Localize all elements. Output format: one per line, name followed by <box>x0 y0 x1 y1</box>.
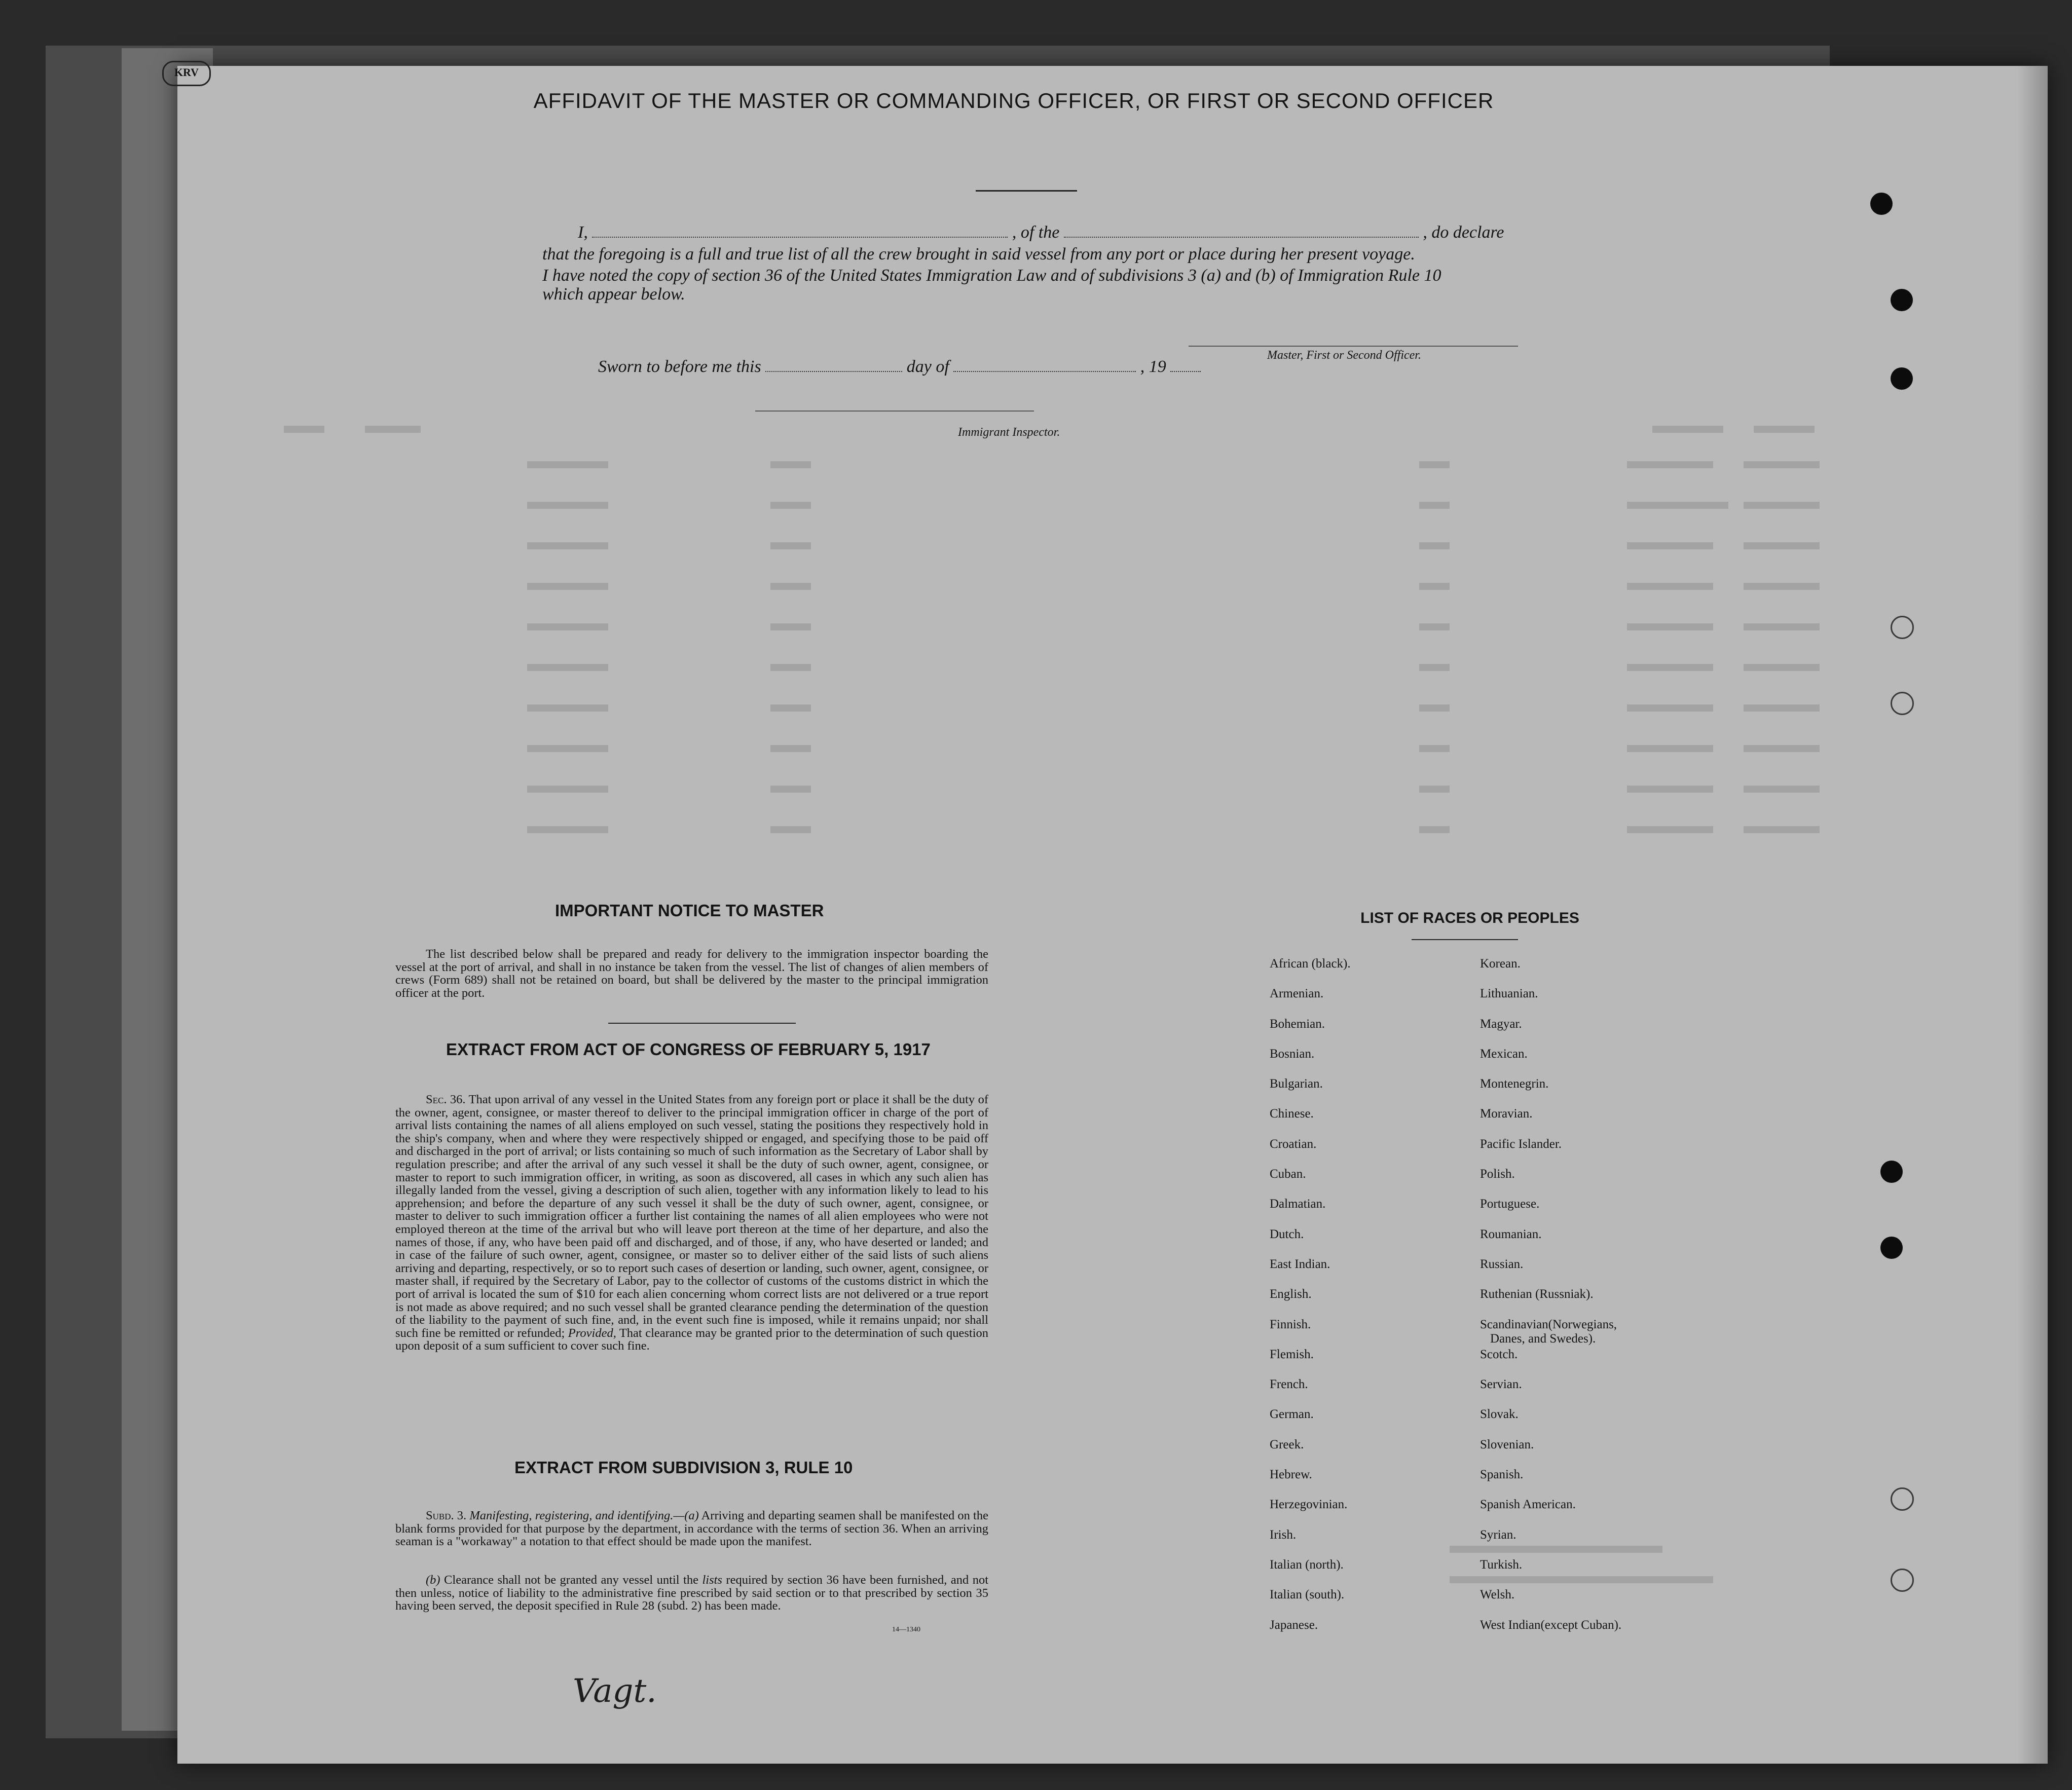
punch-hole <box>1891 289 1913 311</box>
affidavit-line-3: I have noted the copy of section 36 of the United States Immigration Law and of subdivisions 3 (a) and (b) of Immigration Rule 10 <box>542 266 1441 285</box>
race-item: Bosnian. <box>1270 1047 1315 1061</box>
lists-word: lists <box>702 1573 722 1587</box>
race-item: Scotch. <box>1480 1347 1518 1361</box>
race-item: Portuguese. <box>1480 1197 1540 1211</box>
race-item: Armenian. <box>1270 987 1324 1001</box>
race-item: Welsh. <box>1480 1588 1515 1602</box>
races-right-column <box>1480 957 1621 1648</box>
punch-hole <box>1891 1569 1914 1592</box>
punch-hole <box>1891 1487 1914 1511</box>
form-number: 14—1340 <box>892 1626 920 1633</box>
race-item: Russian. <box>1480 1257 1524 1271</box>
race-item: Bulgarian. <box>1270 1077 1323 1091</box>
affidavit-line-2: that the foregoing is a full and true list of all the crew brought in said vessel from any port or place during her present voyage. <box>542 245 1415 264</box>
race-item: Hebrew. <box>1270 1468 1312 1482</box>
race-item: Montenegrin. <box>1480 1077 1549 1091</box>
race-item: Roumanian. <box>1480 1227 1542 1241</box>
race-item: Lithuanian. <box>1480 987 1538 1001</box>
act-body-a: That upon arrival of any vessel in the United States from any foreign port or place it shall be the duty of the owner, agent, consignee, or master thereof to deliver to the principal immigration officer in charge of the port of arrival lists containing the names of all aliens employed on such vessel, stating the positions they respectively hold in the ship's company, when and where they were respectively shipped or engaged, and specifying those to be paid off and discharged in the port of arrival; or lists containing so much of such information as the Secretary of Labor shall by regulation prescribe; and after the arrival of any such vessel it shall be the duty of such owner, agent, consignee, or master to report to such immigration officer, in writing, as soon as discovered, all cases in which any such alien has illegally landed from the vessel, giving a description of such alien, together with any information likely to lead to his apprehension; and before the departure of any such vessel it shall be the duty of such owner, agent, consignee, or master to deliver to such immigration officer a further list containing the names of all alien employees who were not employed thereon at the time of the arrival but who will leave port thereon at the time of her departure, and also the names of those, if any, who have been paid off and discharged, and of those, if any, who have deserted or landed; and in case of the failure of such owner, agent, consignee, or master so to deliver either of the said lists of such aliens arriving and departing, respectively, or so to report such cases of desertion or landing, such owner, agent, consignee, or master shall, if required by the Secretary of Labor, pay to the collector of customs of the customs district in which the port of arrival is located the sum of $10 for each alien concerning whom correct lists are not delivered or a true report is not made as above required; and no such vessel shall be granted clearance pending the determination of the question of the liability to the payment of such fine, and, in the event such fine is imposed, while it remains unpaid; nor shall such fine be remitted or refunded; <box>395 1093 988 1340</box>
signature-label: Master, First or Second Officer. <box>1267 349 1421 362</box>
punch-hole <box>1891 616 1914 639</box>
affidavit-line-4: which appear below. <box>542 285 685 304</box>
rule-heading: Manifesting, registering, and identifying. <box>469 1509 674 1522</box>
race-item: German. <box>1270 1407 1314 1422</box>
races-rule <box>1412 939 1518 940</box>
races-title: LIST OF RACES OR PEOPLES <box>1360 910 1579 926</box>
race-item: Flemish. <box>1270 1347 1314 1361</box>
race-item: Cuban. <box>1270 1167 1306 1181</box>
race-item: Turkish. <box>1480 1557 1523 1572</box>
race-item: Servian. <box>1480 1377 1522 1392</box>
race-item: Slovenian. <box>1480 1437 1534 1451</box>
of-the-label: , of the <box>1012 223 1060 242</box>
race-item: Greek. <box>1270 1437 1304 1451</box>
act-text <box>395 1093 988 1353</box>
race-item: Croatian. <box>1270 1137 1317 1151</box>
race-item: Japanese. <box>1270 1618 1318 1632</box>
race-item: Scandinavian(Norwegians, Danes, and Swedes). <box>1480 1318 1621 1348</box>
race-item: Dutch. <box>1270 1227 1304 1241</box>
race-item: West Indian(except Cuban). <box>1480 1618 1622 1632</box>
race-item: Polish. <box>1480 1167 1515 1181</box>
notice-text: The list described below shall be prepared and ready for delivery to the immigration inspector boarding the vessel at the port of arrival, and shall in no instance be taken from the vessel. The list of changes of alien members of crews (Form 689) shall not be retained on board, but shall be delivered by the master to the principal immigration officer at the port. <box>395 947 988 1000</box>
race-item: Irish. <box>1270 1527 1297 1542</box>
race-item: Chinese. <box>1270 1107 1314 1121</box>
rule-text-a: Arriving and departing seamen shall be manifested on the blank forms provided for that purpose by the department, in accordance with the terms of section 36. When an arriving seaman is a "workaway" a notation to that effect should be made upon the manifest. <box>395 1509 988 1549</box>
corner-stamp: KRV <box>162 61 211 86</box>
subd-label: Subd. 3. <box>426 1509 467 1522</box>
title-rule <box>976 190 1077 192</box>
race-item: Ruthenian (Russniak). <box>1480 1287 1594 1301</box>
race-item: Italian (south). <box>1270 1588 1345 1602</box>
punch-hole <box>1880 1161 1903 1183</box>
year-blank[interactable] <box>1170 370 1201 372</box>
race-item: English. <box>1270 1287 1312 1301</box>
race-item-continuation: Danes, and Swedes). <box>1490 1331 1596 1346</box>
race-item: Bohemian. <box>1270 1017 1325 1031</box>
race-item: Syrian. <box>1480 1527 1516 1542</box>
punch-hole <box>1880 1237 1903 1259</box>
signature-line[interactable] <box>1189 346 1518 347</box>
race-item: African (black). <box>1270 957 1351 971</box>
race-item: Spanish. <box>1480 1468 1524 1482</box>
inspector-label: Immigrant Inspector. <box>958 426 1060 439</box>
act-title: EXTRACT FROM ACT OF CONGRESS OF FEBRUARY 5, 1917 <box>446 1040 931 1059</box>
year-label: , 19 <box>1140 357 1166 376</box>
month-blank[interactable] <box>953 370 1136 372</box>
i-label: I, <box>578 223 588 242</box>
sec-label: Sec. 36. <box>426 1093 466 1106</box>
punch-hole <box>1870 193 1893 215</box>
affidavit-line-1 <box>542 223 1531 242</box>
race-item: Herzegovinian. <box>1270 1498 1348 1512</box>
race-item: French. <box>1270 1377 1308 1392</box>
race-item: Spanish American. <box>1480 1498 1576 1512</box>
race-item: Slovak. <box>1480 1407 1519 1422</box>
punch-hole <box>1891 367 1913 390</box>
race-item: Pacific Islander. <box>1480 1137 1562 1151</box>
races-left-column <box>1270 957 1351 1648</box>
rule-a-label: —(a) <box>673 1509 699 1522</box>
race-item: Italian (north). <box>1270 1557 1344 1572</box>
rule-text <box>395 1509 988 1548</box>
notice-rule <box>608 1023 796 1024</box>
rule-title: EXTRACT FROM SUBDIVISION 3, RULE 10 <box>514 1458 853 1477</box>
vessel-blank[interactable] <box>1064 236 1419 238</box>
day-of-label: day of <box>906 357 949 376</box>
sworn-label: Sworn to before me this <box>598 357 761 376</box>
page-edge-shade <box>2017 66 2048 1764</box>
rule-body-b2: required by section 36 have been furnished, and not then unless, notice of liability to the administrative fine prescribed by said section or to that prescribed by section 35 having been served, the deposit specified in Rule 28 (subd. 2) has been made. <box>395 1573 989 1613</box>
rule-b-label: (b) <box>426 1573 440 1587</box>
inspector-line[interactable] <box>755 411 1034 412</box>
race-item: Finnish. <box>1270 1317 1311 1331</box>
handwritten-note: Vagt. <box>573 1672 657 1710</box>
punch-hole <box>1891 692 1914 715</box>
do-declare-label: , do declare <box>1423 223 1504 242</box>
race-item: Magyar. <box>1480 1017 1522 1031</box>
act-body-b: That clearance may be granted prior to the determination of such question upon deposit of a sum sufficient to cover such fine. <box>395 1326 989 1353</box>
race-item: Moravian. <box>1480 1107 1533 1121</box>
race-item: East Indian. <box>1270 1257 1330 1271</box>
race-item: Korean. <box>1480 957 1521 971</box>
day-blank[interactable] <box>765 370 902 372</box>
sworn-line <box>598 357 1586 377</box>
name-blank[interactable] <box>592 236 1008 238</box>
race-item: Mexican. <box>1480 1047 1528 1061</box>
rule-body-b1: Clearance shall not be granted any vessel until the <box>444 1573 698 1587</box>
notice-title: IMPORTANT NOTICE TO MASTER <box>555 901 824 920</box>
race-item: Dalmatian. <box>1270 1197 1326 1211</box>
rule-text-b <box>395 1574 988 1613</box>
affidavit-title: AFFIDAVIT OF THE MASTER OR COMMANDING OFFICER, OR FIRST OR SECOND OFFICER <box>533 89 1494 113</box>
provided-label: Provided, <box>568 1326 616 1340</box>
